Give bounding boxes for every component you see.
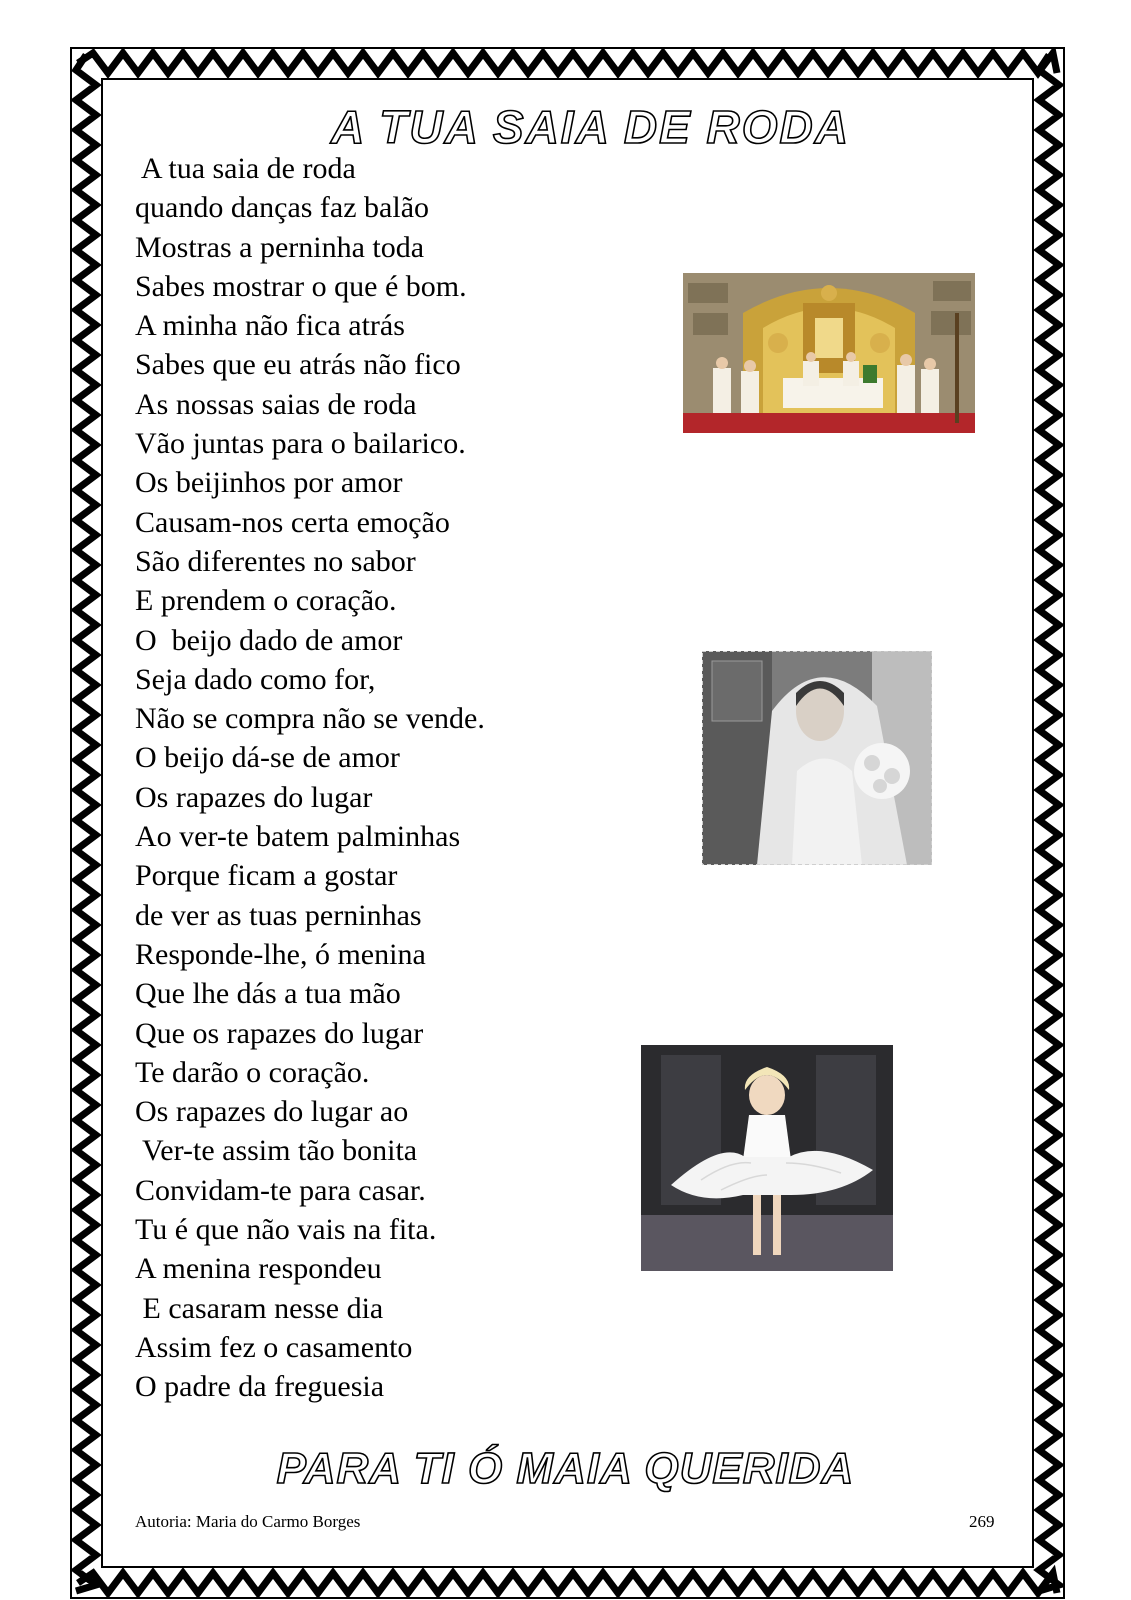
poem-line: Mostras a perninha toda bbox=[135, 230, 425, 264]
dedication-title: PARA TI Ó MAIA QUERIDA bbox=[276, 1444, 855, 1493]
poem-line: O beijo dá-se de amor bbox=[135, 741, 400, 775]
poem-line: Ver-te assim tão bonita bbox=[135, 1134, 418, 1168]
poem-text bbox=[135, 149, 485, 1407]
poem-line: Vão juntas para o bailarico. bbox=[135, 427, 466, 461]
poem-line: O padre da freguesia bbox=[135, 1370, 385, 1404]
poem-line: Porque ficam a gostar bbox=[135, 859, 398, 893]
poem-line: O beijo dado de amor bbox=[135, 623, 403, 657]
poem-line: Os beijinhos por amor bbox=[135, 466, 403, 500]
poem-line: Que os rapazes do lugar bbox=[135, 1016, 424, 1050]
poem-line: E prendem o coração. bbox=[135, 584, 397, 618]
poem-line: A minha não fica atrás bbox=[135, 309, 405, 343]
poem-line: Tu é que não vais na fita. bbox=[135, 1213, 437, 1247]
poem-line: São diferentes no sabor bbox=[135, 544, 416, 578]
poem-line: A menina respondeu bbox=[135, 1252, 382, 1286]
poem-line: Responde-lhe, ó menina bbox=[135, 937, 426, 971]
poem-line: Os rapazes do lugar bbox=[135, 780, 373, 814]
poem-line: Sabes que eu atrás não fico bbox=[135, 348, 461, 382]
poem-line: de ver as tuas perninhas bbox=[135, 898, 422, 932]
author-credit: Autoria: Maria do Carmo Borges bbox=[135, 1512, 361, 1531]
bride-photo bbox=[702, 651, 932, 865]
poem-line: A tua saia de roda bbox=[135, 152, 356, 185]
poem-line: Causam-nos certa emoção bbox=[135, 505, 450, 539]
poem-line: Convidam-te para casar. bbox=[135, 1173, 426, 1207]
poem-line: Que lhe dás a tua mão bbox=[135, 977, 401, 1011]
poem-line: E casaram nesse dia bbox=[135, 1291, 384, 1325]
church-altar-photo bbox=[683, 273, 975, 433]
white-dress-dancer-photo bbox=[641, 1045, 893, 1271]
poem-line: Seja dado como for, bbox=[135, 662, 376, 696]
page-number: 269 bbox=[969, 1512, 995, 1531]
poem-line: As nossas saias de roda bbox=[135, 387, 417, 421]
poem-line: Ao ver-te batem palminhas bbox=[135, 820, 461, 854]
poem-line: quando danças faz balão bbox=[135, 191, 430, 225]
poem-line: Não se compra não se vende. bbox=[135, 702, 485, 736]
poem-line: Os rapazes do lugar ao bbox=[135, 1095, 409, 1129]
poem-line: Te darão o coração. bbox=[135, 1055, 370, 1089]
page-title: A TUA SAIA DE RODA bbox=[331, 101, 850, 153]
poem-line: Sabes mostrar o que é bom. bbox=[135, 269, 467, 303]
poem-line: Assim fez o casamento bbox=[135, 1330, 413, 1364]
